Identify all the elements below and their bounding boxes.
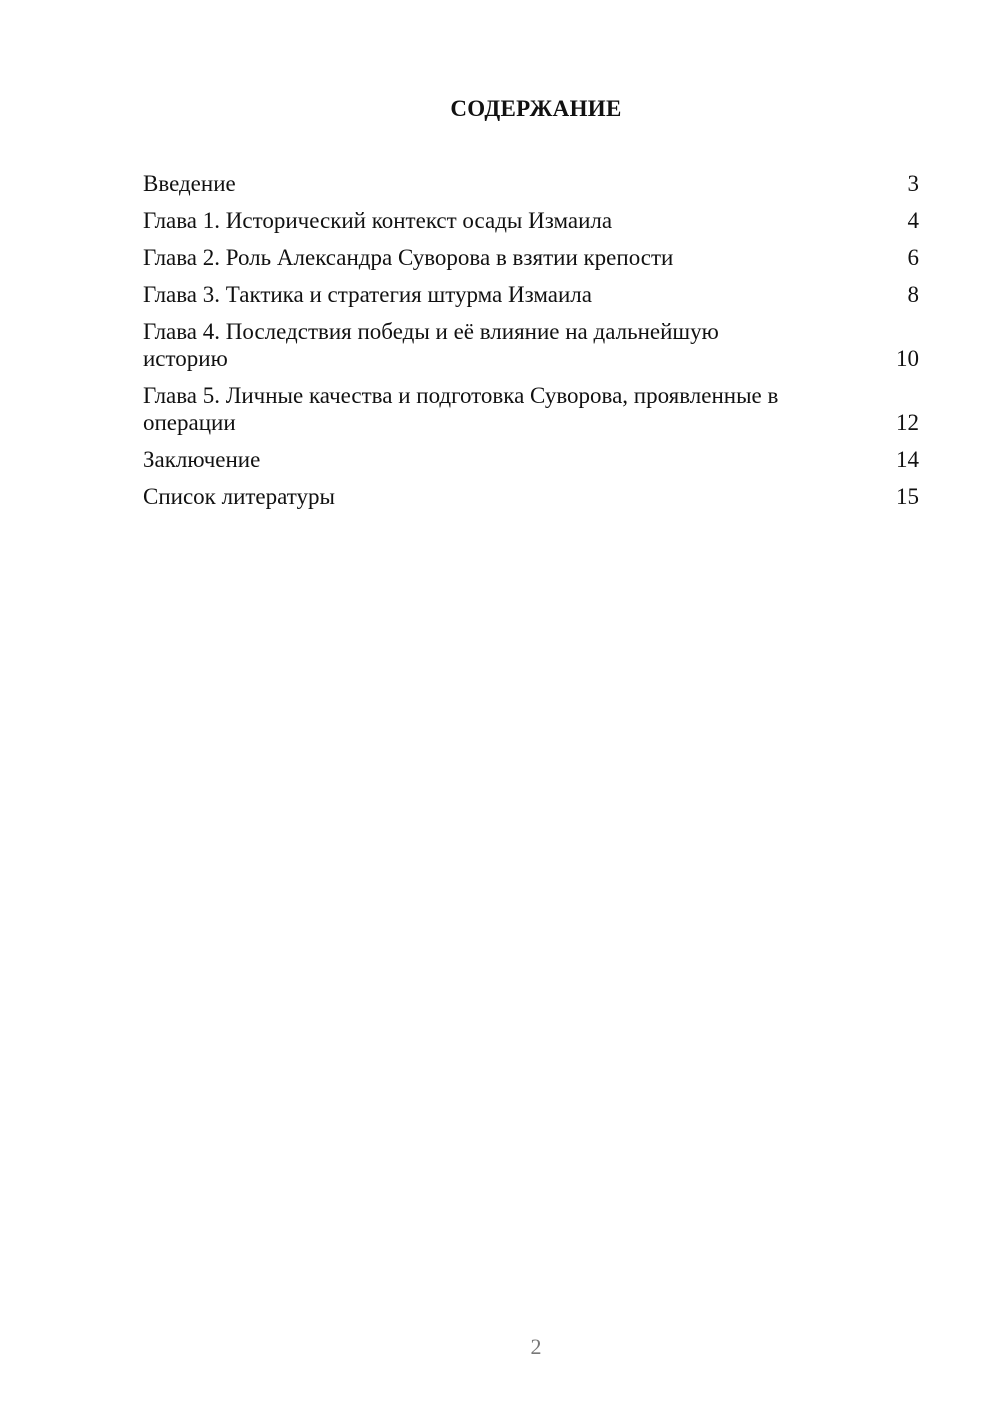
toc-entry-page: 6 <box>907 245 919 270</box>
toc-entry-title: Заключение <box>143 447 261 472</box>
toc-entry-title: Глава 4. Последствия победы и её влияние на дальнейшую историю <box>143 319 719 371</box>
toc-entry-chapter-4 <box>143 318 919 372</box>
toc-entry-page: 3 <box>907 171 919 196</box>
toc-entry-title: Глава 3. Тактика и стратегия штурма Измаила <box>143 282 592 307</box>
toc-entry-chapter-2 <box>143 244 919 271</box>
toc-entry-chapter-5 <box>143 382 919 436</box>
toc-entry-page: 8 <box>907 282 919 307</box>
toc-entry-page: 15 <box>896 484 919 509</box>
toc-entry-introduction <box>143 170 919 197</box>
toc-entry-page: 10 <box>896 346 919 371</box>
toc-entry-page: 4 <box>907 208 919 233</box>
toc-heading: СОДЕРЖАНИЕ <box>450 96 622 121</box>
table-of-contents <box>143 170 919 520</box>
toc-entry-title: Глава 5. Личные качества и подготовка Суворова, проявленные в операции <box>143 383 779 435</box>
toc-entry-title: Список литературы <box>143 484 335 509</box>
toc-entry-bibliography <box>143 483 919 510</box>
toc-entry-title: Введение <box>143 171 236 196</box>
toc-entry-title: Глава 1. Исторический контекст осады Измаила <box>143 208 613 233</box>
toc-entry-page: 12 <box>896 410 919 435</box>
toc-entry-chapter-1 <box>143 207 919 234</box>
toc-entry-page: 14 <box>896 447 919 472</box>
toc-entry-conclusion <box>143 446 919 473</box>
toc-entry-chapter-3 <box>143 281 919 308</box>
toc-entry-title: Глава 2. Роль Александра Суворова в взятии крепости <box>143 245 674 270</box>
page-number: 2 <box>530 1334 542 1359</box>
